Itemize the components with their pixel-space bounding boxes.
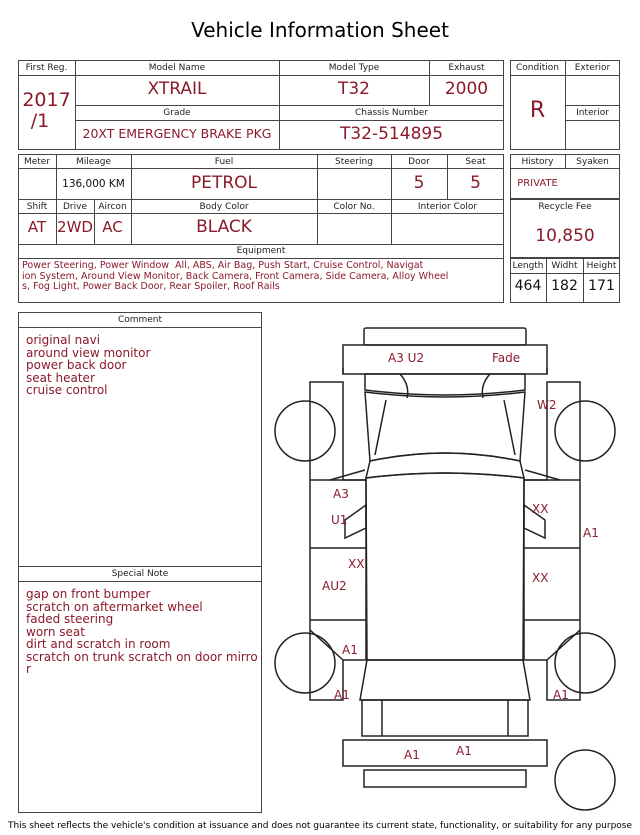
model-name-value: XTRAIL	[147, 79, 207, 99]
equipment-label: Equipment	[236, 246, 286, 256]
drive-label: Drive	[63, 202, 87, 212]
syaken-label: Syaken	[576, 157, 609, 167]
color-no-label: Color No.	[333, 202, 375, 212]
roof	[365, 392, 525, 461]
mileage-label: Mileage	[75, 157, 112, 167]
first-reg-label: First Reg.	[25, 63, 68, 73]
special-note-text: gap on front bumper scratch on aftermarket wheel faded steering worn seat dirt and scratch in room scratch on trunk scratch on door mirro r	[26, 587, 258, 676]
length-label: Length	[512, 261, 544, 271]
mark-xx-left: XX	[348, 557, 365, 571]
history-value: PRIVATE	[517, 178, 558, 189]
model-name-label: Model Name	[148, 63, 206, 73]
steering-label: Steering	[335, 157, 373, 167]
recycle-fee-value: 10,850	[535, 226, 595, 246]
hood	[366, 473, 524, 660]
interior-label: Interior	[576, 108, 609, 118]
fuel-label: Fuel	[214, 157, 234, 167]
front-right-wheel	[555, 633, 615, 693]
body-color-value: BLACK	[196, 217, 252, 237]
spare-wheel	[555, 750, 615, 810]
disclaimer-footer: This sheet reflects the vehicle's condition at issuance and does not guarantee its current state, functionality, or suitability for any purpose	[7, 821, 633, 831]
chassis-label: Chassis Number	[354, 108, 429, 118]
rear-window	[365, 374, 525, 395]
special-note-label: Special Note	[111, 569, 169, 579]
mark-a1-front-left-wheel: A1	[342, 643, 358, 657]
grade-value: 20XT EMERGENCY BRAKE PKG	[82, 126, 272, 141]
door-label: Door	[408, 157, 430, 167]
mark-a1-bottom-left: A1	[334, 688, 350, 702]
mark-fade: Fade	[492, 351, 521, 365]
mark-au2: AU2	[322, 579, 347, 593]
exhaust-label: Exhaust	[448, 63, 485, 73]
rear-left-wheel	[275, 401, 335, 461]
interior-color-label: Interior Color	[417, 202, 478, 212]
model-type-value: T32	[337, 79, 371, 99]
first-reg-year: 2017	[22, 89, 71, 111]
front-bumper	[360, 660, 530, 700]
mark-xx-right-2: XX	[532, 571, 549, 585]
front-plate	[364, 770, 526, 787]
seat-value: 5	[470, 173, 481, 193]
equipment-list: Power Steering, Power Window All, ABS, Air Bag, Push Start, Cruise Control, Navigat ion System, Around View Monitor, Back Camera, Front Camera, Side Camera, Alloy Wheel s, Fog Light, Power Back Door, Rear Spoiler, Roof Rails	[22, 260, 449, 292]
mileage-value: 136,000 KM	[62, 178, 125, 190]
comment-label: Comment	[117, 315, 163, 325]
front-left-wheel	[275, 633, 335, 693]
mark-a1-right: A1	[583, 526, 599, 540]
width-label: Widht	[551, 261, 578, 271]
mark-a3: A3	[333, 487, 349, 501]
mark-a1-front-2: A1	[456, 744, 472, 758]
meter-label: Meter	[23, 157, 51, 167]
rear-bumper	[364, 328, 526, 345]
model-type-label: Model Type	[328, 63, 380, 73]
mark-a1-front-1: A1	[404, 748, 420, 762]
exterior-label: Exterior	[574, 63, 611, 73]
left-mirror	[345, 505, 366, 538]
drive-value: 2WD	[57, 218, 93, 236]
shift-label: Shift	[26, 202, 48, 212]
mark-xx-right-1: XX	[532, 502, 549, 516]
recycle-fee-label: Recycle Fee	[538, 202, 592, 212]
seat-label: Seat	[465, 157, 486, 167]
windshield	[366, 453, 524, 478]
first-reg-month: /1	[30, 110, 50, 132]
door-value: 5	[413, 173, 425, 193]
car-damage-diagram	[270, 318, 620, 818]
history-label: History	[521, 157, 554, 167]
condition-label: Condition	[516, 63, 559, 73]
aircon-label: Aircon	[98, 202, 127, 212]
page-title: Vehicle Information Sheet	[191, 18, 449, 42]
shift-value: AT	[27, 218, 47, 236]
fuel-value: PETROL	[190, 173, 258, 193]
right-side	[524, 382, 580, 700]
exhaust-value: 2000	[444, 79, 489, 99]
mark-a1-bottom-right: A1	[553, 688, 569, 702]
mark-a3-u2: A3 U2	[388, 351, 425, 365]
height-value: 171	[588, 278, 615, 294]
height-label: Height	[586, 261, 617, 271]
chassis-value: T32-514895	[339, 124, 444, 144]
front-lip	[343, 740, 547, 766]
length-value: 464	[514, 278, 542, 294]
aircon-value: AC	[102, 218, 123, 236]
mark-u1: U1	[331, 513, 348, 527]
condition-value: R	[529, 98, 546, 123]
width-value: 182	[551, 278, 578, 294]
rear-right-wheel	[555, 401, 615, 461]
comment-text: original navi around view monitor power back door seat heater cruise control	[26, 333, 151, 397]
grade-label: Grade	[163, 108, 191, 118]
body-color-label: Body Color	[199, 202, 249, 212]
mark-w2: W2	[537, 398, 557, 412]
